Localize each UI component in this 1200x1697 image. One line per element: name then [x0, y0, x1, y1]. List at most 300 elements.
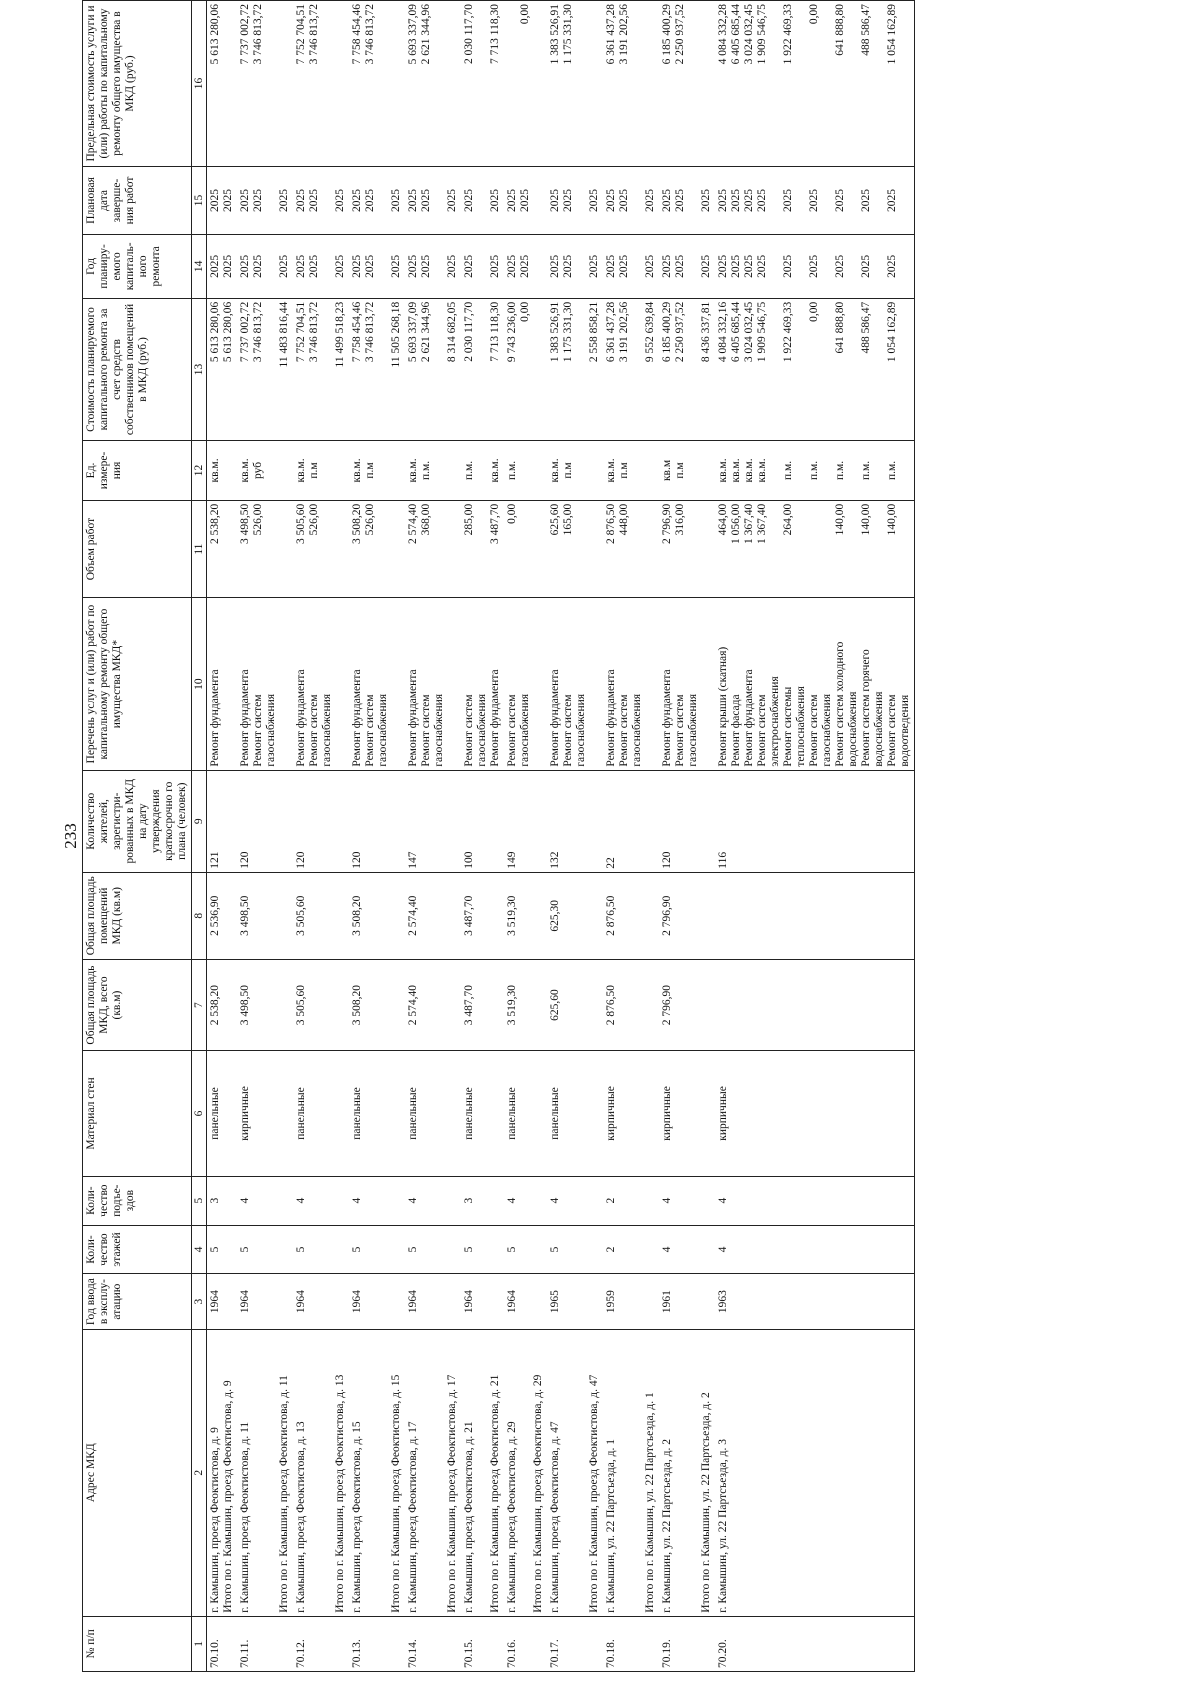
planned-year [293, 234, 349, 298]
cost-value: 7 752 704,51 [295, 301, 307, 363]
table-row [504, 1, 547, 1672]
entrances-count: 2 [603, 1176, 659, 1225]
header-cell: № п/п [83, 1616, 192, 1671]
works-list [349, 598, 405, 770]
limit-value: 7 752 704,51 [295, 4, 307, 65]
unit-value: кв.м. [605, 458, 617, 483]
cost-value: 7 758 454,46 [351, 301, 363, 363]
work-item: Ремонт систем [756, 694, 768, 767]
works-list [603, 598, 659, 770]
column-number: 15 [192, 166, 207, 234]
year-value: 2025 [308, 254, 320, 278]
date-value: 2025 [278, 188, 290, 212]
header-cell: Год ввода в эксплу-атацию [83, 1274, 192, 1329]
wall-material: панельные [461, 1051, 504, 1176]
year-value [377, 238, 390, 295]
cost-value: 6 185 400,29 [661, 301, 673, 363]
cost-value: 3 746 813,72 [308, 301, 320, 363]
cost-value: 11 499 518,23 [334, 301, 346, 368]
residents-count: 149 [504, 770, 547, 872]
rotated-sheet [60, 0, 1200, 1672]
work-item: Ремонт систем [674, 694, 686, 767]
unit-cell [659, 441, 715, 501]
work-item: Ремонт фундамента [407, 669, 419, 767]
completion-date [461, 166, 504, 234]
year-value [821, 238, 834, 295]
year-value [321, 238, 334, 295]
address-line: г. Камышин, проезд Феоктистова, д. 11 [239, 1421, 251, 1613]
work-volume [504, 500, 547, 598]
address-line: г. Камышин, ул. 22 Партсъезда, д. 1 [605, 1439, 617, 1613]
works-list [293, 598, 349, 770]
header-cell: Количество жителей, зарегистри-рованных в МКД на дату утверждения краткосрочно го плана (человек) [83, 770, 192, 872]
address-line: г. Камышин, проезд Феоктистова, д. 15 [351, 1421, 363, 1613]
volume-value: 1 056,00 [730, 503, 742, 544]
volume-value: 2 574,40 [407, 503, 419, 544]
work-volume [461, 500, 504, 598]
commission-year: 1959 [603, 1274, 659, 1329]
commission-year: 1964 [461, 1274, 504, 1329]
limit-value: 3 191 202,56 [618, 4, 630, 65]
limit-cost [715, 1, 915, 167]
date-value: 2025 [334, 188, 346, 212]
cost-value: 1 054 162,89 [886, 301, 898, 363]
works-list [461, 598, 504, 770]
address-line [420, 1333, 433, 1613]
limit-cost [461, 1, 504, 167]
address-line [433, 1333, 446, 1613]
premises-area [715, 872, 915, 959]
column-number: 6 [192, 1051, 207, 1176]
year-value: 2025 [782, 254, 794, 278]
planned-year [547, 234, 603, 298]
header-cell: Общая площадь МКД, всего (кв.м) [83, 959, 192, 1050]
residents-count: 121 [207, 770, 238, 872]
floors-count: 5 [461, 1225, 504, 1274]
cost-value: 4 084 332,16 [717, 301, 729, 363]
work-item: водоснабжения [873, 691, 885, 767]
limit-value: 6 405 685,44 [730, 4, 742, 65]
year-value: 2025 [756, 254, 768, 278]
wall-material: панельные [547, 1051, 603, 1176]
floors-count: 4 [715, 1225, 915, 1274]
residents-count: 147 [405, 770, 461, 872]
column-number: 5 [192, 1176, 207, 1225]
row-number: 70.11. [237, 1616, 293, 1671]
limit-value: 1 054 162,89 [886, 4, 898, 65]
wall-material: кирпичные [659, 1051, 715, 1176]
cost-value [476, 302, 489, 437]
work-item: Ремонт фундамента [661, 669, 673, 767]
address-cell [405, 1329, 461, 1616]
repair-plan-table [82, 0, 915, 1672]
header-cell: Год планиру-емого капиталь-ного ремонта [83, 234, 192, 298]
year-value: 2025 [743, 254, 755, 278]
limit-cost [349, 1, 405, 167]
year-value: 2025 [252, 254, 264, 278]
cost-value: 7 737 002,72 [239, 301, 251, 363]
address-cell [207, 1329, 238, 1616]
column-number: 9 [192, 770, 207, 872]
work-volume [715, 500, 915, 598]
residents-count: 120 [237, 770, 293, 872]
limit-value: 7 713 118,30 [489, 4, 501, 64]
cost-value: 5 613 280,06 [209, 301, 221, 363]
volume-value: 285,00 [463, 503, 475, 536]
cost-value: 2 621 344,96 [420, 301, 432, 363]
work-item: газоснабжения [476, 693, 488, 767]
entrances-count: 4 [237, 1176, 293, 1225]
unit-value [873, 444, 886, 497]
floors-count: 5 [547, 1225, 603, 1274]
wall-material: панельные [349, 1051, 405, 1176]
address-line [364, 1333, 377, 1613]
address-line: Итого по г. Камышин, ул. 22 Партсъезда, д. 1 [644, 1392, 656, 1613]
cost-value: 11 483 816,44 [278, 301, 290, 368]
commission-year: 1964 [293, 1274, 349, 1329]
limit-cost [659, 1, 715, 167]
date-value: 2025 [782, 188, 794, 212]
address-line [575, 1333, 588, 1613]
header-cell: Плановая дата заверше-ния работ [83, 166, 192, 234]
row-number: 70.17. [547, 1616, 603, 1671]
year-value: 2025 [860, 254, 872, 278]
total-area: 625,60 [547, 959, 603, 1050]
table-row [293, 1, 349, 1672]
commission-year: 1964 [237, 1274, 293, 1329]
residents-count: 100 [461, 770, 504, 872]
work-volume [237, 500, 293, 598]
year-value: 2025 [700, 254, 712, 278]
total-area: 2 574,40 [405, 959, 461, 1050]
year-value: 2025 [588, 254, 600, 278]
cost-value: 1 383 526,91 [549, 301, 561, 363]
completion-date [659, 166, 715, 234]
works-list [547, 598, 603, 770]
work-item: электроснабжения [769, 676, 781, 767]
table-row [405, 1, 461, 1672]
limit-cost [504, 1, 547, 167]
volume-value: 165,00 [562, 503, 574, 536]
volume-value [808, 504, 821, 595]
work-volume [207, 500, 238, 598]
work-item: Ремонт систем [308, 694, 320, 767]
limit-value: 1 383 526,91 [549, 4, 561, 65]
limit-value: 7 737 002,72 [239, 4, 251, 65]
table-body [207, 1, 915, 1672]
cost-value: 641 888,80 [834, 301, 846, 354]
unit-value [769, 444, 782, 497]
limit-cost [207, 1, 238, 167]
date-value: 2025 [489, 188, 501, 212]
row-number: 70.14. [405, 1616, 461, 1671]
volume-value: 3 498,50 [239, 503, 251, 544]
column-number: 16 [192, 1, 207, 167]
entrances-count: 4 [659, 1176, 715, 1225]
year-value: 2025 [661, 254, 673, 278]
address-line: Итого по г. Камышин, проезд Феоктистова, д. 13 [334, 1374, 346, 1613]
unit-value: п.м. [860, 460, 872, 481]
date-value: 2025 [674, 188, 686, 212]
completion-date [603, 166, 659, 234]
volume-value: 526,00 [252, 503, 264, 536]
work-item: газоснабжения [687, 693, 699, 767]
volume-value: 368,00 [420, 503, 432, 536]
volume-value: 0,00 [506, 503, 518, 524]
address-line [252, 1333, 265, 1613]
limit-value: 6 185 400,29 [661, 4, 673, 65]
cost-value [873, 302, 886, 437]
completion-date [207, 166, 238, 234]
limit-cost [293, 1, 349, 167]
date-value: 2025 [295, 188, 307, 212]
cost-value: 2 030 117,70 [463, 301, 475, 362]
work-item: газоснабжения [575, 693, 587, 767]
limit-value: 5 693 337,09 [407, 4, 419, 65]
date-value [321, 170, 334, 231]
work-item: Ремонт систем [562, 694, 574, 767]
year-value: 2025 [446, 254, 458, 278]
cost-value [377, 302, 390, 437]
unit-value: кв.м [661, 459, 673, 482]
work-volume [293, 500, 349, 598]
column-number: 12 [192, 441, 207, 501]
premises-area: 3 505,60 [293, 872, 349, 959]
date-value: 2025 [308, 188, 320, 212]
residents-count: 132 [547, 770, 603, 872]
year-value: 2025 [390, 254, 402, 278]
cost-value [321, 302, 334, 437]
address-line: г. Камышин, проезд Феоктистова, д. 17 [407, 1421, 419, 1613]
unit-cell [547, 441, 603, 501]
work-item: водоотведения [899, 694, 911, 767]
cost-value: 5 693 337,09 [407, 301, 419, 363]
address-line: Итого по г. Камышин, проезд Феоктистова, д. 17 [446, 1374, 458, 1613]
row-number: 70.18. [603, 1616, 659, 1671]
wall-material: кирпичные [715, 1051, 915, 1176]
limit-value [476, 4, 489, 163]
header-cell: Коли-чество этажей [83, 1225, 192, 1274]
unit-value: п.м [562, 462, 574, 479]
year-value: 2025 [674, 254, 686, 278]
address-line [308, 1333, 321, 1613]
cost-value: 9 743 236,00 [506, 301, 518, 363]
unit-value [821, 444, 834, 497]
work-item: Ремонт систем горячего [860, 649, 872, 767]
wall-material: кирпичные [237, 1051, 293, 1176]
commission-year: 1964 [504, 1274, 547, 1329]
date-value [265, 170, 278, 231]
row-number: 70.13. [349, 1616, 405, 1671]
works-list [715, 598, 915, 770]
work-item: теплоснабжения [795, 686, 807, 767]
unit-value: кв.м. [756, 458, 768, 483]
work-item: Ремонт систем [252, 694, 264, 767]
row-number: 70.20. [715, 1616, 915, 1671]
date-value: 2025 [420, 188, 432, 212]
work-volume [603, 500, 659, 598]
total-area: 2 876,50 [603, 959, 659, 1050]
year-value [873, 238, 886, 295]
floors-count: 5 [405, 1225, 461, 1274]
year-value: 2025 [717, 254, 729, 278]
residents-count: 116 [715, 770, 915, 872]
unit-value: кв.м. [730, 458, 742, 483]
cost-value [795, 302, 808, 437]
date-value: 2025 [549, 188, 561, 212]
completion-date [293, 166, 349, 234]
planned-cost [207, 298, 238, 440]
header-cell: Предельная стоимость услуги и (или) работы по капитальному ремонту общего имущества в МКД (руб.) [83, 1, 192, 167]
limit-value: 0,00 [808, 4, 820, 25]
entrances-count: 4 [715, 1176, 915, 1225]
work-item: Ремонт фундамента [549, 669, 561, 767]
date-value: 2025 [364, 188, 376, 212]
column-number: 7 [192, 959, 207, 1050]
planned-year [349, 234, 405, 298]
work-item: Ремонт фундамента [239, 669, 251, 767]
cost-value: 2 558 858,21 [588, 301, 600, 363]
work-item: Ремонт крыши (скатная) [717, 646, 729, 767]
limit-value [795, 4, 808, 163]
date-value [873, 170, 886, 231]
planned-cost [504, 298, 547, 440]
year-value: 2025 [519, 254, 531, 278]
address-line: Итого по г. Камышин, проезд Феоктистова, д. 29 [532, 1374, 544, 1613]
address-line [687, 1333, 700, 1613]
address-line [674, 1333, 687, 1613]
unit-value [847, 444, 860, 497]
table-row [349, 1, 405, 1672]
total-area: 3 487,70 [461, 959, 504, 1050]
volume-value: 464,00 [717, 503, 729, 536]
volume-value [795, 504, 808, 595]
unit-value: кв.м. [351, 458, 363, 483]
premises-area: 3 519,30 [504, 872, 547, 959]
work-volume [349, 500, 405, 598]
address-line [618, 1333, 631, 1613]
address-line: Итого по г. Камышин, проезд Феоктистова, д. 15 [390, 1374, 402, 1613]
wall-material: кирпичные [603, 1051, 659, 1176]
year-value: 2025 [334, 254, 346, 278]
limit-value: 2 030 117,70 [463, 4, 475, 64]
work-volume [405, 500, 461, 598]
row-number: 70.15. [461, 1616, 504, 1671]
work-item: Ремонт систем [463, 694, 475, 767]
limit-value: 2 250 937,52 [674, 4, 686, 65]
work-item: Ремонт фундамента [351, 669, 363, 767]
year-value [265, 238, 278, 295]
floors-count: 5 [349, 1225, 405, 1274]
header-cell: Перечень услуг и (или) работ по капитальному ремонту общего имущества МКД* [83, 598, 192, 770]
page-number: 233 [61, 823, 80, 849]
column-number: 1 [192, 1616, 207, 1671]
unit-value: кв.м. [489, 458, 501, 483]
unit-value: кв.м. [295, 458, 307, 483]
planned-cost [237, 298, 293, 440]
work-item: Ремонт систем [420, 694, 432, 767]
date-value: 2025 [463, 188, 475, 212]
address-cell [715, 1329, 915, 1616]
date-value: 2025 [222, 188, 234, 212]
limit-value: 3 024 032,45 [743, 4, 755, 65]
year-value [847, 238, 860, 295]
row-number: 70.10. [207, 1616, 238, 1671]
cost-value: 1 909 546,75 [756, 301, 768, 363]
header-cell: Адрес МКД [83, 1329, 192, 1616]
work-item: газоснабжения [433, 693, 445, 767]
limit-value: 7 758 454,46 [351, 4, 363, 65]
cost-value: 9 552 639,84 [644, 301, 656, 363]
column-number: 8 [192, 872, 207, 959]
header-cell: Материал стен [83, 1051, 192, 1176]
work-item: Ремонт систем [808, 694, 820, 767]
unit-cell [603, 441, 659, 501]
address-line [377, 1333, 390, 1613]
volume-value [847, 504, 860, 595]
cost-value: 2 250 937,52 [674, 301, 686, 363]
cost-value: 3 746 813,72 [364, 301, 376, 363]
cost-value [847, 302, 860, 437]
address-line: Итого по г. Камышин, проезд Феоктистова, д. 9 [222, 1380, 234, 1613]
address-line: г. Камышин, проезд Феоктистова, д. 13 [295, 1421, 307, 1613]
unit-value: руб [252, 461, 264, 479]
unit-value: п.м. [782, 460, 794, 481]
cost-value: 5 613 280,06 [222, 301, 234, 363]
work-item: Ремонт систем [506, 694, 518, 767]
address-line [321, 1333, 334, 1613]
planned-cost [715, 298, 915, 440]
works-list [207, 598, 238, 770]
year-value: 2025 [239, 254, 251, 278]
premises-area: 2 796,90 [659, 872, 715, 959]
work-item: Ремонт системы [782, 686, 794, 767]
address-line: Итого по г. Камышин, проезд Феоктистова, д. 21 [489, 1374, 501, 1613]
address-cell [349, 1329, 405, 1616]
year-value: 2025 [420, 254, 432, 278]
volume-value: 3 505,60 [295, 503, 307, 544]
completion-date [504, 166, 547, 234]
date-value [821, 170, 834, 231]
entrances-count: 4 [504, 1176, 547, 1225]
cost-value: 0,00 [519, 301, 531, 322]
year-value [769, 238, 782, 295]
volume-value: 625,60 [549, 503, 561, 536]
total-area: 3 505,60 [293, 959, 349, 1050]
column-number: 3 [192, 1274, 207, 1329]
date-value: 2025 [588, 188, 600, 212]
address-line: г. Камышин, проезд Феоктистова, д. 47 [549, 1421, 561, 1613]
year-value [631, 238, 644, 295]
unit-cell [349, 441, 405, 501]
limit-value [769, 4, 782, 163]
date-value: 2025 [407, 188, 419, 212]
work-item: Ремонт систем [364, 694, 376, 767]
volume-value: 526,00 [308, 503, 320, 536]
volume-value [873, 504, 886, 595]
year-value [687, 238, 700, 295]
planned-cost [603, 298, 659, 440]
date-value: 2025 [562, 188, 574, 212]
unit-value: п.м. [463, 460, 475, 481]
planned-cost [349, 298, 405, 440]
date-value [575, 170, 588, 231]
cost-value: 7 713 118,30 [489, 301, 501, 362]
unit-value: п.м [618, 462, 630, 479]
table-row [547, 1, 603, 1672]
address-line: Итого по г. Камышин, ул. 22 Партсъезда, д. 2 [700, 1392, 712, 1613]
volume-value: 140,00 [834, 503, 846, 536]
